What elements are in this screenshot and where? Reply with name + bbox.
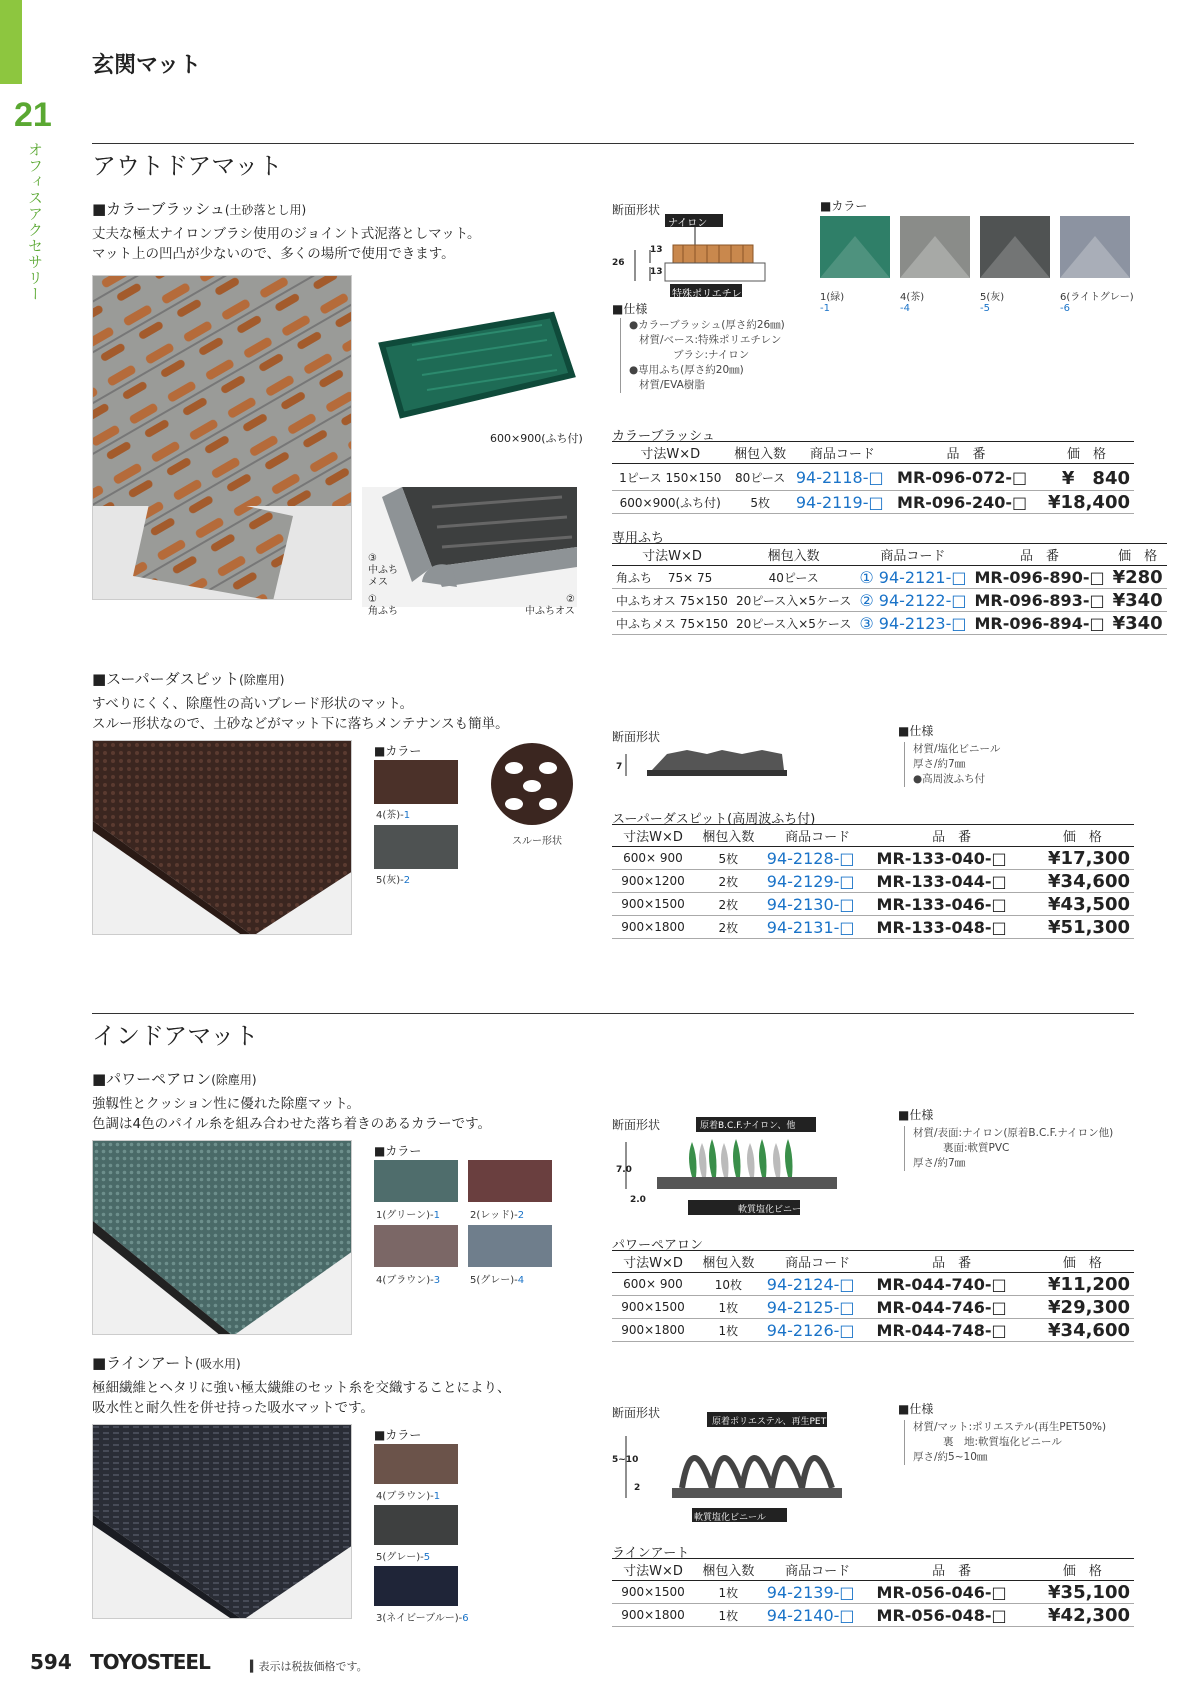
section-bottom-label: 特殊ポリエチレン: [672, 289, 752, 300]
chapter-number: 21: [14, 96, 52, 134]
swatch-caption: 5(グレー)-4: [470, 1275, 525, 1286]
price-table-edge: 寸法W×D 梱包入数 商品コード 品 番 価 格 角ふち 75× 75 40ピース ① 94-2121-□ MR-096-890-□ ¥280 中ふちオス 75×150 20ピース入×5ケース ② 94-2122-□ MR-096-893-□ ¥340 中ふちメス 75×150 20ピース入×5ケース ③ 94-2123-□ MR-096-894-□ ¥340: [612, 543, 1167, 635]
table-row: 中ふちメス 75×150 20ピース入×5ケース ③ 94-2123-□ MR-096-894-□ ¥340: [612, 612, 1167, 635]
chapter-color-bar: [0, 0, 22, 84]
section-shape-label: 断面形状: [612, 730, 661, 744]
color-swatch-gray: [374, 825, 458, 869]
swatch-caption: 4(茶) -4: [900, 292, 925, 314]
divider: [92, 1013, 1134, 1014]
color-swatch-gray: [374, 1505, 458, 1545]
photo-caption: 600×900(ふち付): [490, 432, 583, 445]
dim-label: 13: [650, 245, 663, 255]
table-row: 900×1800 2枚 94-2131-□ MR-133-048-□ ¥51,300: [612, 916, 1134, 939]
color-label: ■カラー: [820, 199, 868, 213]
table-caption: 専用ふち: [612, 531, 665, 546]
swatch-caption: 1(緑) -1: [820, 292, 845, 314]
table-row: 900×1800 1枚 94-2126-□ MR-044-748-□ ¥34,600: [612, 1319, 1134, 1342]
product-photo-color-brush-tiles: [92, 275, 352, 600]
part-label-1: ① 角ふち: [368, 594, 398, 617]
dim-label: 2: [634, 1483, 641, 1493]
color-swatches-color-brush: [820, 216, 1130, 278]
swatch-caption: 4(ブラウン)-3: [376, 1275, 441, 1286]
table-row: 中ふちオス 75×150 20ピース入×5ケース ② 94-2122-□ MR-096-893-□ ¥340: [612, 589, 1167, 612]
table-row: 900×1200 2枚 94-2129-□ MR-133-044-□ ¥34,600: [612, 870, 1134, 893]
price-table-line-art: 寸法W×D 梱包入数 商品コード 品 番 価 格 900×1500 1枚 94-2139-□ MR-056-046-□ ¥35,100 900×1800 1枚 94-2140-□ MR-056-048-□ ¥42,300: [612, 1558, 1134, 1627]
dim-label: 13: [650, 267, 663, 277]
spec-label: ■仕様: [898, 1108, 934, 1122]
part-label-2: ② 中ふちオス: [525, 594, 575, 617]
table-caption: カラーブラッシュ: [612, 429, 715, 444]
spec-label: ■仕様: [898, 724, 934, 738]
product-title-color-brush: ■カラーブラッシュ(土砂落とし用): [92, 200, 307, 218]
swatch-caption: 5(灰)-2: [376, 875, 411, 886]
swatch-caption: 4(茶)-1: [376, 810, 411, 821]
table-row: 900×1500 1枚 94-2125-□ MR-044-746-□ ¥29,300: [612, 1296, 1134, 1319]
swatch-caption: 5(グレー)-5: [376, 1552, 431, 1563]
color-label: ■カラー: [374, 1144, 422, 1158]
page-title: 玄関マット: [92, 53, 202, 78]
product-photo-line-art: [92, 1424, 352, 1619]
dim-label: 5~10: [612, 1455, 639, 1465]
table-caption: ラインアート: [612, 1546, 690, 1561]
divider: [92, 143, 1134, 144]
product-photo-edge-parts: [362, 487, 577, 607]
page-number: 594: [30, 1650, 72, 1674]
section-top-label: 原着ポリエステル、再生PET: [712, 1417, 827, 1427]
section-shape-label: 断面形状: [612, 1118, 661, 1132]
section-bottom-label: 軟質塩化ビニール: [694, 1513, 766, 1523]
section-title-indoor: インドアマット: [92, 1022, 259, 1050]
section-shape-label: 断面形状: [612, 1406, 661, 1420]
table-row: 900×1800 1枚 94-2140-□ MR-056-048-□ ¥42,300: [612, 1604, 1134, 1627]
product-desc: 強靱性とクッション性に優れた除塵マット。 色調は4色のパイル糸を組み合わせた落ち着きのあるカラーです。: [92, 1096, 492, 1132]
color-swatch-brown: [374, 1444, 458, 1484]
swatch-caption: 6(ライトグレー) -6: [1060, 292, 1134, 314]
swatch-caption: 4(ブラウン)-1: [376, 1491, 441, 1502]
spec-list: 材質/マット:ポリエステル(再生PET50%) 裏 地:軟質塩化ビニール 厚さ/約5~10㎜: [904, 1420, 1106, 1465]
color-swatch-navy: [374, 1566, 458, 1606]
product-title-power-pearon: ■パワーペアロン(除塵用): [92, 1070, 257, 1088]
spec-label: ■仕様: [898, 1402, 934, 1416]
price-table-power-pearon: 寸法W×D 梱包入数 商品コード 品 番 価 格 600× 900 10枚 94-2124-□ MR-044-740-□ ¥11,200 900×1500 1枚 94-2125-□ MR-044-746-□ ¥29,300 900×1800 1枚 94-2126-□ MR-044-748-□ ¥34,600: [612, 1250, 1134, 1342]
spec-label: ■仕様: [612, 302, 648, 316]
product-title-super-dust: ■スーパーダスピット(除塵用): [92, 670, 285, 688]
dim-label: 26: [612, 258, 625, 268]
color-swatch-red: [468, 1160, 552, 1202]
table-row: 1ピース 150×150 80ピース 94-2118-□ MR-096-072-□ ¥ 840: [612, 464, 1134, 491]
dim-label: 7.0: [616, 1165, 632, 1175]
section-bottom-label: 軟質塩化ビニール: [738, 1205, 810, 1215]
color-label: ■カラー: [374, 1428, 422, 1442]
table-caption: パワーペアロン: [612, 1238, 704, 1253]
color-swatch-brown: [374, 1225, 458, 1267]
table-row: 600×900(ふち付) 5枚 94-2119-□ MR-096-240-□ ¥18,400: [612, 491, 1134, 514]
color-swatch-brown: [374, 760, 458, 804]
table-caption: スーパーダスピット(高周波ふち付): [612, 812, 816, 827]
spec-list: 材質/塩化ビニール 厚さ/約7㎜ ●高周波ふち付: [904, 742, 1000, 787]
color-swatch-gray: [468, 1225, 552, 1267]
swatch-caption: 3(ネイビーブルー)-6: [376, 1613, 469, 1624]
part-label-3: ③ 中ふち メス: [368, 553, 398, 588]
table-row: 900×1500 2枚 94-2130-□ MR-133-046-□ ¥43,500: [612, 893, 1134, 916]
color-swatch-green: [374, 1160, 458, 1202]
table-row: 600× 900 10枚 94-2124-□ MR-044-740-□ ¥11,200: [612, 1273, 1134, 1296]
swatch-caption: 1(グリーン)-1: [376, 1210, 440, 1221]
section-top-label: 原着B.C.F.ナイロン、他: [700, 1121, 796, 1131]
footer-note: ▍表示は税抜価格です。: [250, 1660, 368, 1673]
price-table-super-dust: 寸法W×D 梱包入数 商品コード 品 番 価 格 600× 900 5枚 94-2128-□ MR-133-040-□ ¥17,300 900×1200 2枚 94-2129-□ MR-133-044-□ ¥34,600 900×1500 2枚 94-2130-□ MR-133-046-□ ¥43,500 900×1800 2枚 94-2131-□ MR-133-048-□ ¥51,300: [612, 824, 1134, 939]
dim-label: 2.0: [630, 1195, 646, 1205]
color-label: ■カラー: [374, 744, 422, 758]
swatch-caption: 2(レッド)-2: [470, 1210, 525, 1221]
dim-label: 7: [616, 762, 623, 772]
product-desc: 極細繊維とヘタリに強い極太繊維のセット糸を交織することにより、 吸水性と耐久性を併せ持った吸水マットです。: [92, 1380, 511, 1416]
section-diagram-power-pearon: [612, 1112, 852, 1242]
product-title-line-art: ■ラインアート(吸水用): [92, 1354, 241, 1372]
product-photo-color-brush-mat: [362, 305, 577, 425]
spec-list: ●カラーブラッシュ(厚さ約26㎜) 材質/ベース:特殊ポリエチレン ブラシ:ナイロン ●専用ふち(厚さ約20㎜) 材質/EVA樹脂: [620, 318, 785, 393]
table-row: 600× 900 5枚 94-2128-□ MR-133-040-□ ¥17,300: [612, 847, 1134, 870]
section-top-label: ナイロン: [668, 218, 708, 229]
chapter-side-label: オフィスアクセサリー: [26, 142, 44, 302]
product-desc: 丈夫な極太ナイロンブラシ使用のジョイント式泥落としマット。 マット上の凹凸が少ないので、多くの場所で使用できます。: [92, 226, 481, 262]
product-photo-power-pearon: [92, 1140, 352, 1335]
through-shape-caption: スルー形状: [512, 836, 562, 847]
spec-list: 材質/表面:ナイロン(原着B.C.F.ナイロン他) 裏面:軟質PVC 厚さ/約7㎜: [904, 1126, 1113, 1171]
section-diagram-super-dust: [612, 740, 792, 785]
table-row: 900×1500 1枚 94-2139-□ MR-056-046-□ ¥35,100: [612, 1581, 1134, 1604]
section-shape-label: 断面形状: [612, 203, 661, 217]
product-photo-super-dust: [92, 740, 352, 935]
section-title-outdoor: アウトドアマット: [92, 152, 283, 180]
brand-logo: TOYOSTEEL: [90, 1650, 210, 1674]
table-row: 角ふち 75× 75 40ピース ① 94-2121-□ MR-096-890-□ ¥280: [612, 566, 1167, 589]
product-desc: すべりにくく、除塵性の高いブレード形状のマット。 スルー形状なので、土砂などがマット下に落ちメンテナンスも簡単。: [92, 696, 509, 732]
through-shape-image: [490, 742, 574, 826]
price-table-color-brush: 寸法W×D 梱包入数 商品コード 品 番 価 格 1ピース 150×150 80ピース 94-2118-□ MR-096-072-□ ¥ 840 600×900(ふち付) 5枚 94-2119-□ MR-096-240-□ ¥18,400: [612, 441, 1134, 514]
swatch-caption: 5(灰) -5: [980, 292, 1005, 314]
